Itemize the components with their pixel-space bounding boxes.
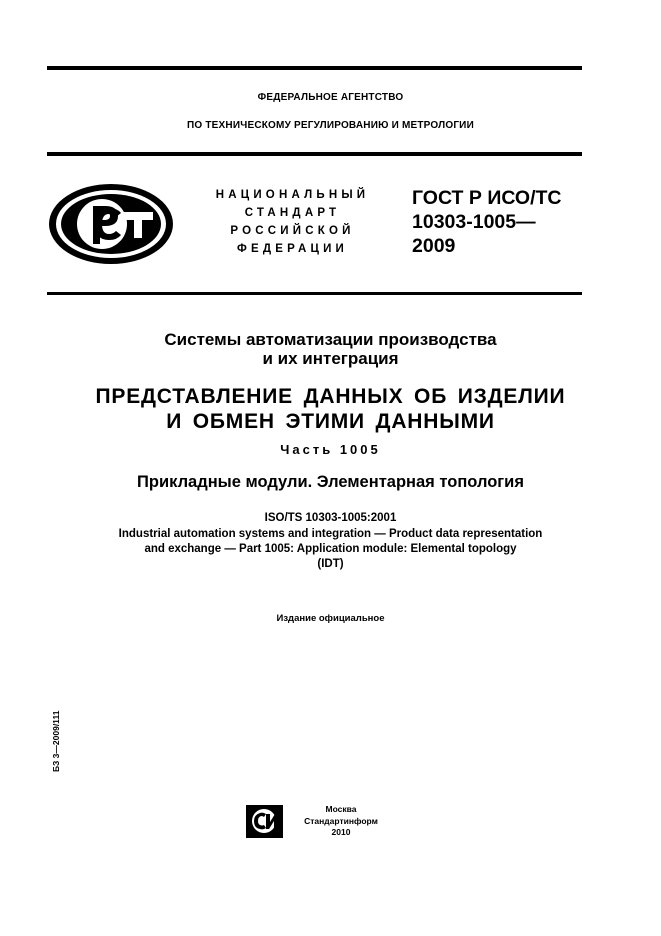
- subtitle: Прикладные модули. Элементарная топология: [137, 473, 524, 491]
- edition-label: Издание официальное: [276, 613, 385, 624]
- english-title-line-1: Industrial automation systems and integration — Product data representation: [118, 528, 543, 540]
- national-line-1: НАЦИОНАЛЬНЫЙ: [215, 189, 370, 201]
- publisher-name: Стандартинформ: [304, 815, 378, 826]
- publisher-city: Москва: [325, 804, 357, 814]
- part-number: Часть 1005: [280, 442, 381, 457]
- iso-reference: ISO/TS 10303-1005:2001: [264, 512, 397, 524]
- national-line-4: ФЕДЕРАЦИИ: [236, 243, 349, 255]
- gost-r-logo: [47, 182, 175, 266]
- designation-line-1: ГОСТ Р ИСО/ТС: [412, 187, 562, 209]
- national-line-3: РОССИЙСКОЙ: [230, 225, 355, 237]
- publisher-block: [293, 804, 389, 839]
- top-rule: [47, 66, 582, 70]
- main-title-line-1: ПРЕДСТАВЛЕНИЕ ДАННЫХ ОБ ИЗДЕЛИИ: [95, 385, 566, 408]
- side-code: БЗ 3—2009/111: [51, 710, 61, 772]
- main-title-line-2: И ОБМЕН ЭТИМИ ДАННЫМИ: [166, 410, 495, 433]
- title-line-1: Системы автоматизации производства: [164, 330, 497, 349]
- agency-line-2: ПО ТЕХНИЧЕСКОМУ РЕГУЛИРОВАНИЮ И МЕТРОЛОГИИ: [187, 120, 474, 131]
- standartinform-logo: [246, 805, 283, 838]
- standard-block-rule: [47, 292, 582, 295]
- national-line-2: СТАНДАРТ: [244, 207, 341, 219]
- header-rule: [47, 152, 582, 156]
- standard-designation: [412, 186, 562, 258]
- publication-year: 2010: [331, 827, 351, 837]
- designation-line-2: 10303-1005—: [412, 211, 536, 233]
- designation-line-3: 2009: [412, 235, 456, 257]
- idt-label: (IDT): [317, 558, 344, 570]
- agency-line-1: ФЕДЕРАЛЬНОЕ АГЕНТСТВО: [257, 92, 404, 103]
- national-standard-label: [190, 186, 395, 258]
- title-line-2: и их интеграция: [262, 349, 399, 368]
- english-title-line-2: and exchange — Part 1005: Application module: Elemental topology: [144, 543, 517, 555]
